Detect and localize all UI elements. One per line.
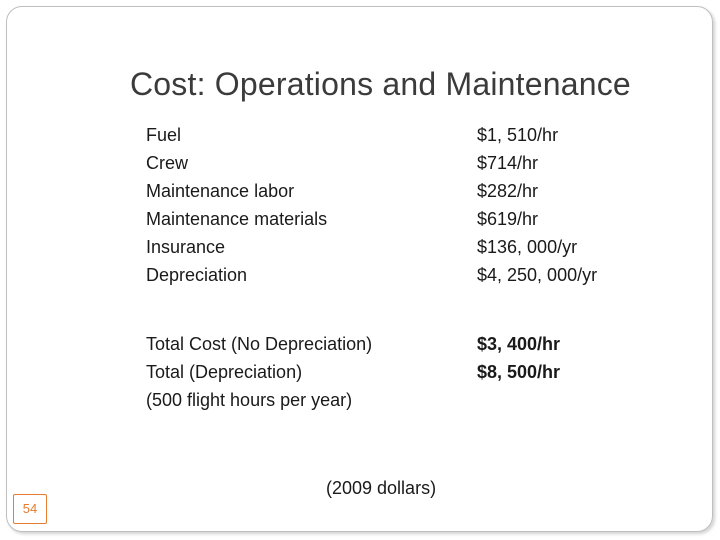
total-value-no-depreciation: $3, 400/hr (477, 334, 561, 354)
total-label-flight-hours: (500 flight hours per year) (146, 390, 353, 410)
slide-title: Cost: Operations and Maintenance (130, 66, 631, 102)
cost-item-value-maintenance-labor: $282/hr (477, 181, 539, 201)
total-label-no-depreciation: Total Cost (No Depreciation) (146, 334, 373, 354)
cost-item-values (477, 121, 597, 289)
cost-item-label-insurance: Insurance (146, 237, 226, 257)
cost-item-labels (146, 121, 327, 289)
cost-item-value-maintenance-materials: $619/hr (477, 209, 539, 229)
cost-item-label-maintenance-labor: Maintenance labor (146, 181, 295, 201)
cost-item-label-maintenance-materials: Maintenance materials (146, 209, 328, 229)
cost-item-value-crew: $714/hr (477, 153, 539, 173)
cost-item-label-fuel: Fuel (146, 125, 182, 145)
cost-item-value-insurance: $136, 000/yr (477, 237, 578, 257)
cost-item-label-depreciation: Depreciation (146, 265, 248, 285)
cost-item-value-fuel: $1, 510/hr (477, 125, 559, 145)
cost-item-label-crew: Crew (146, 153, 189, 173)
total-values (477, 330, 560, 386)
total-value-depreciation: $8, 500/hr (477, 362, 561, 382)
slide-number: 54 (13, 494, 47, 524)
total-label-depreciation: Total (Depreciation) (146, 362, 303, 382)
currency-note: (2009 dollars) (326, 478, 437, 498)
cost-item-value-depreciation: $4, 250, 000/yr (477, 265, 598, 285)
total-labels (146, 330, 372, 414)
